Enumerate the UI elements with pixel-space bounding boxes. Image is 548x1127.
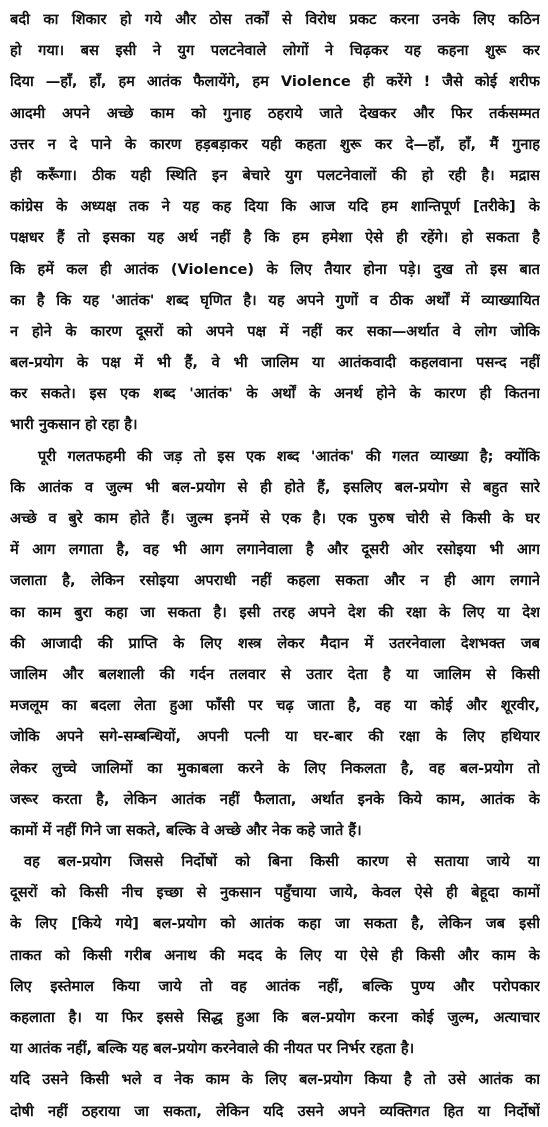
- text-line: बल-प्रयोग के पक्ष में भी हैं, वे भी जालिम या आतंकवादी कहलवाना पसन्द नहीं: [10, 354, 540, 372]
- text-line: भारी नुकसान हो रहा है।: [10, 416, 138, 434]
- text-line: का है कि यह 'आतंक' शब्द घृणित है। यह अपने गुणों व ठीक अर्थों में व्याख्यायित: [10, 291, 540, 309]
- text-line: जरूर करता है, लेकिन आतंक नहीं फैलाता, अर्थात इनके किये काम, आतंक के: [10, 790, 540, 808]
- text-line: जलाता है, लेकिन रसोइया अपराधी नहीं कहला सकता और न ही आग लगाने: [10, 572, 540, 590]
- paragraph-start-line: वह बल-प्रयोग जिससे निर्दोषों को बिना किसी कारण से सताया जाये या: [24, 853, 540, 871]
- text-line: कहलाता है। या फिर इससे सिद्ध हुआ कि बल-प्रयोग करना कोई जुल्म, अत्याचार: [10, 1009, 540, 1026]
- text-line: उत्तर न दे पाने के कारण हड़बड़ाकर यही कहता शुरू कर दे—हाँ, हाँ, मैं गुनाह: [10, 135, 540, 153]
- text-line: लेकर लुच्चे जालिमों का मुकाबला करने के लिए निकलता है, वह बल-प्रयोग तो: [10, 759, 540, 777]
- text-line: में आग लगाता है, वह भी आग लगानेवाला है और दूसरी ओर रसोइया भी आग: [10, 541, 540, 559]
- text-line: ताकत को किसी गरीब अनाथ की मदद के लिए या ऐसे ही किसी और काम के: [10, 946, 540, 964]
- text-line: कर सकते। इस एक शब्द 'आतंक' के अर्थों के अनर्थ होने के कारण ही कितना: [10, 385, 540, 403]
- text-line: यदि उसने किसी भले व नेक काम के लिए बल-प्रयोग किया है तो उसे आतंक का: [10, 1071, 540, 1089]
- document-page: [10, 4, 540, 1120]
- text-line: लिए इस्तेमाल किया जाये तो वह आतंक नहीं, बल्कि पुण्य और परोपकार: [10, 977, 540, 995]
- text-line: बदी का शिकार हो गये और ठोस तर्कों से विरोध प्रकट करना उनके लिए कठिन: [10, 11, 540, 28]
- text-line: कि आतंक व जुल्म भी बल-प्रयोग से ही होते हैं, इसलिए बल-प्रयोग से बहुत सारे: [10, 478, 540, 496]
- text-line: मजलूम का बदला लेता हुआ फाँसी पर चढ़ जाता है, वह या कोई और शूरवीर,: [10, 697, 540, 715]
- text-line: का काम बुरा कहा जा सकता है। इसी तरह अपने देश की रक्षा के लिए या देश: [10, 603, 540, 621]
- text-line: दोषी नहीं ठहराया जा सकता, लेकिन यदि उसने अपने व्यक्तिगत हित या निर्दोषों: [10, 1102, 540, 1120]
- text-line: कि हमें कल ही आतंक (Violence) के लिए तैयार होना पड़े। दुख तो इस बात: [10, 260, 540, 278]
- paragraph-start-line: पूरी गलतफहमी की जड़ तो इस एक शब्द 'आतंक' की गलत व्याख्या है; क्योंकि: [38, 447, 540, 465]
- text-line: दिया —हाँ, हाँ, हम आतंक फैलायेंगे, हम Violence ही करेंगे ! जैसे कोई शरीफ: [10, 73, 540, 91]
- text-line: अच्छे व बुरे काम होते हैं। जुल्म इनमें से एक है। एक पुरुष चोरी से किसी के घर: [10, 510, 540, 527]
- text-line: कामों में नहीं गिने जा सकते, बल्कि वे अच्छे और नेक कहे जाते हैं।: [10, 821, 362, 839]
- text-line: के लिए [किये गये] बल-प्रयोग को आतंक कहा जा सकता है, लेकिन जब इसी: [10, 915, 540, 933]
- text-line: जोकि अपने सगे-सम्बन्धियों, अपनी पत्नी या घर-बार की रक्षा के लिए हथियार: [10, 728, 540, 746]
- text-line: पक्षधर हैं तो इसका यह अर्थ नहीं है कि हम हमेशा ऐसे ही रहेंगे। हो सकता है: [10, 229, 540, 247]
- text-line: ही करूँगा। ठीक यही स्थिति इन बेचारे युग पलटनेवालों की हो रही है। मद्रास: [10, 166, 540, 184]
- text-line: या आतंक नहीं, बल्कि यह बल-प्रयोग करनेवाले की नीयत पर निर्भर रहता है।: [10, 1040, 415, 1058]
- text-line: दूसरों को किसी नीच इच्छा से नुकसान पहुँचाया जाये, केवल ऐसे ही बेहूदा कामों: [10, 884, 540, 902]
- text-line: हो गया। बस इसी ने युग पलटनेवाले लोगों ने चिढ़कर यह कहना शुरू कर: [10, 42, 540, 60]
- text-line: आदमी अपने अच्छे काम को गुनाह ठहराये जाते देखकर और फिर तर्कसम्मत: [10, 104, 540, 122]
- text-line: कांग्रेस के अध्यक्ष तक ने यह कह दिया कि आज यदि हम शान्तिपूर्ण [तरीके] के: [10, 198, 540, 216]
- text-line: न होने के कारण दूसरों को अपने पक्ष में नहीं कर सका—अर्थात वे लोग जोकि: [10, 322, 540, 340]
- text-line: जालिम और बलशाली की गर्दन तलवार से उतार देता है या जालिम से किसी: [10, 665, 540, 683]
- text-line: की आजादी की प्राप्ति के लिए शस्त्र लेकर मैदान में उतरनेवाला देशभक्त जब: [10, 634, 540, 652]
